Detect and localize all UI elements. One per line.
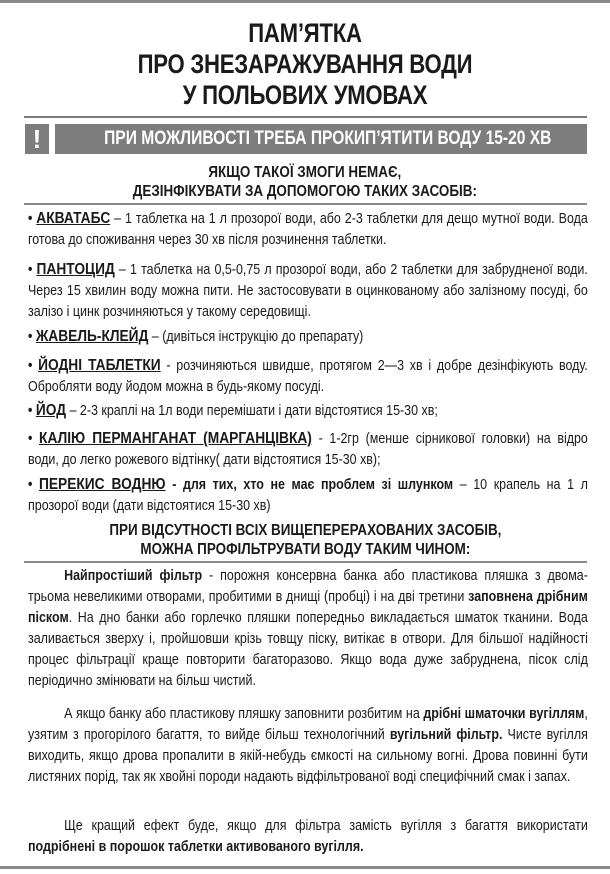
item-text: – 1 таблетка на 1 л прозорої води, або 2-3 таблетки для дещо мутної води. Вода готова до споживання через 30 хв після розчинення таблетки.	[28, 211, 588, 248]
item-name: ЙОДНІ ТАБЛЕТКИ	[38, 357, 161, 374]
paragraph-sand-filter	[28, 566, 588, 692]
paragraph-activated-charcoal	[28, 816, 588, 858]
bullet: •	[28, 262, 33, 278]
page-title	[55, 18, 555, 111]
text-run: . На дно банки або горлечко пляшки попередньо викладається шматок тканини. Вода заливається зверху і, пройшовши крізь товщу піску, витікає в отвори. Для більшої надійності процес фільтрації краще повторити багаторазово. Якщо вода дуже забруднена, пісок слід періодично змінювати на більш чистий.	[28, 610, 588, 689]
boil-warning-banner	[55, 124, 587, 154]
item-note: - для тих, хто не має проблем зі шлунком	[165, 477, 454, 493]
paragraph-charcoal-filter	[28, 704, 588, 788]
bullet: •	[28, 329, 33, 345]
title-divider	[24, 116, 587, 118]
item-name: ПЕРЕКИС ВОДНЮ	[38, 476, 166, 493]
list-item-aquatabs	[28, 208, 588, 251]
title-line-2: ПРО ЗНЕЗАРАЖУВАННЯ ВОДИ	[137, 49, 473, 79]
bullet: •	[28, 358, 33, 374]
text-run: А якщо банку або пластикову пляшку заповнити розбитим на	[64, 706, 424, 722]
section-heading-filter	[0, 521, 610, 559]
title-line-3: У ПОЛЬОВИХ УМОВАХ	[182, 80, 428, 110]
bold-phrase: дрібні шматочки вугіллям	[423, 706, 585, 722]
list-item-pantocid	[28, 259, 588, 323]
item-name: ЖАВЕЛЬ-КЛЕЙД	[35, 328, 149, 345]
list-item-hydrogen-peroxide	[28, 474, 588, 517]
item-name: КАЛІЮ ПЕРМАНГАНАТ (МАРГАНЦІВКА)	[39, 430, 312, 447]
item-name: ЙОД	[35, 402, 67, 419]
list-item-iodine	[28, 400, 588, 422]
title-line-1: ПАМ’ЯТКА	[248, 18, 362, 48]
bullet: •	[28, 403, 33, 419]
item-text: – 1 таблетка на 0,5-0,75 л прозорої води, або 2 таблетки для забрудненої води. Через 15 хвилин воду можна пити. Не застосовувати в оцинкованому або залізному посуді, бо залізо і цинк розчиняються у такому середовищі.	[28, 262, 588, 320]
bottom-border	[0, 866, 610, 869]
list-item-potassium-permanganate	[28, 428, 588, 471]
list-item-javel-clade	[28, 326, 588, 348]
item-name: АКВАТАБС	[36, 210, 111, 227]
bullet: •	[28, 431, 33, 447]
text-run: Чисте вугілля виходить, якщо дрова пропалити в якій-небудь ємкості на сильному вогні. Дрова повинні бути листяних порід, так як хвойні породи надають відфільтрованої воді специфічний смак і запах.	[28, 727, 588, 785]
section-heading-line-2: МОЖНА ПРОФІЛЬТРУВАТИ ВОДУ ТАКИМ ЧИНОМ:	[140, 541, 470, 558]
bold-phrase: вугільний фільтр.	[389, 727, 503, 743]
section-heading-line-1: ЯКЩО ТАКОЇ ЗМОГИ НЕМАЄ,	[208, 164, 402, 181]
item-name: ПАНТОЦИД	[36, 261, 115, 278]
bold-phrase: Найпростіший фільтр	[64, 568, 203, 584]
item-text: – 10 крапель на 1 л прозорої води (дати відстоятися 15-30 хв)	[28, 477, 588, 514]
section-heading-line-2: ДЕЗІНФІКУВАТИ ЗА ДОПОМОГОЮ ТАКИХ ЗАСОБІВ:	[132, 183, 478, 200]
item-text: - 1-2гр (менше сірникової головки) на відро води, до легко рожевого відтінку( дати відстоятися 15-30 хв);	[28, 431, 588, 468]
top-border	[0, 0, 610, 3]
bullet: •	[28, 477, 33, 493]
boil-warning-text: ПРИ МОЖЛИВОСТІ ТРЕБА ПРОКИП’ЯТИТИ ВОДУ 15-20 ХВ	[104, 128, 552, 149]
text-run: , узятим з прогорілого багаття, то вийде більш технологічний	[28, 706, 588, 743]
section-heading-line-1: ПРИ ВІДСУТНОСТІ ВСІХ ВИЩЕПЕРЕРАХОВАНИХ ЗАСОБІВ,	[108, 522, 502, 539]
text-run: Ще кращий ефект буде, якщо для фільтра замість вугілля з багаття використати	[64, 818, 588, 834]
list-item-iodine-tablets	[28, 355, 588, 398]
section-divider	[24, 203, 587, 205]
exclamation-icon: !	[25, 124, 49, 154]
bold-phrase: заповнена дрібним піском	[28, 589, 588, 626]
item-text: – 2-3 краплі на 1л води перемішати і дати відстоятися 15-30 хв;	[66, 403, 438, 419]
item-text: - розчиняються швидше, протягом 2—3 хв і добре дезінфікують воду. Обробляти воду йодом можна в будь-якому посуді.	[28, 358, 588, 395]
section-heading-disinfect	[0, 163, 610, 201]
text-run: - порожня консервна банка або пластикова пляшка з двома-трьома невеликими отворами, пробитими в днищі (пробці) і на дві третини	[28, 568, 588, 605]
item-text: – (дивіться інструкцію до препарату)	[148, 329, 364, 345]
bullet: •	[28, 211, 33, 227]
section-divider	[24, 561, 587, 563]
bold-phrase: подрібнені в порошок таблетки активованого вугілля.	[28, 839, 364, 855]
